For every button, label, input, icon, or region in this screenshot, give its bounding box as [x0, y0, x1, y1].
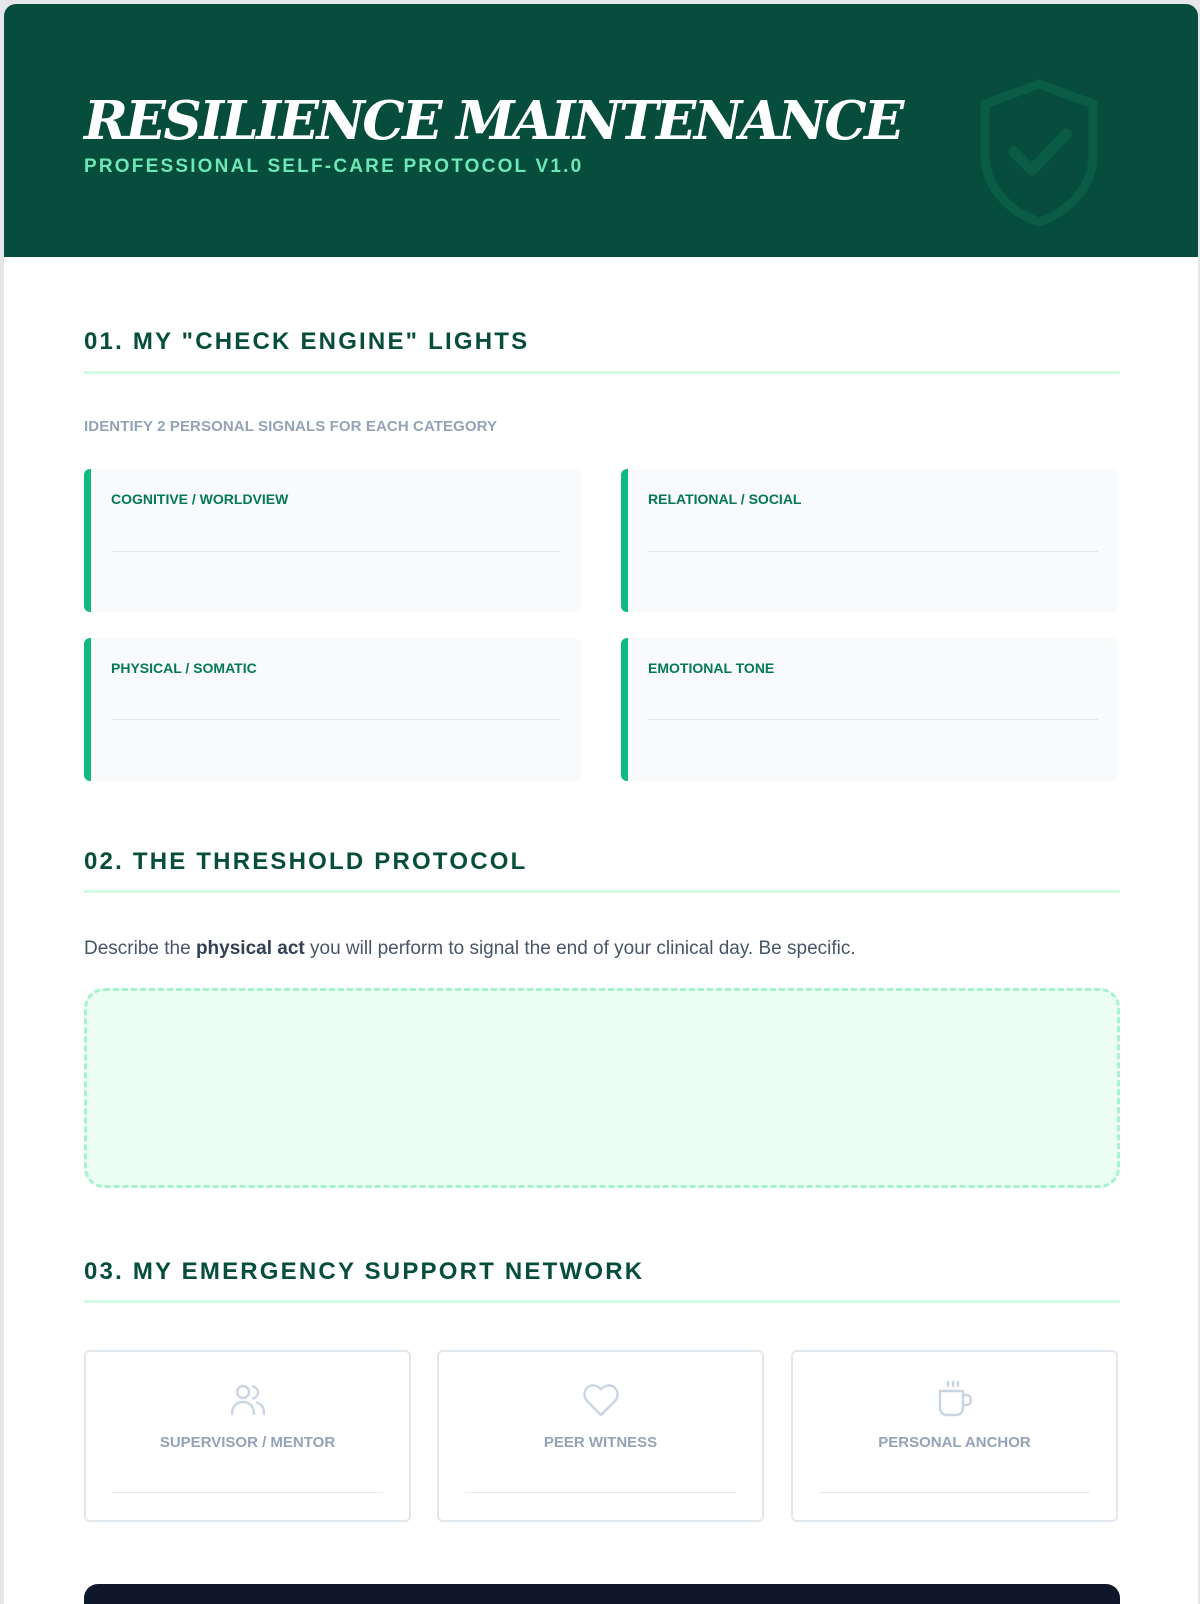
section-title-support-network: 03. MY EMERGENCY SUPPORT NETWORK [84, 1258, 645, 1285]
section-instruction: IDENTIFY 2 PERSONAL SIGNALS FOR EACH CATEGORY [84, 418, 498, 435]
page-subtitle: PROFESSIONAL SELF-CARE PROTOCOL V1.0 [84, 156, 584, 177]
threshold-answer-box[interactable] [84, 988, 1120, 1188]
support-card-label: PEER WITNESS [543, 1434, 658, 1451]
users-icon [228, 1380, 268, 1420]
support-card-peer[interactable] [437, 1350, 764, 1522]
support-card-supervisor[interactable] [84, 1350, 411, 1522]
write-line [465, 1492, 736, 1493]
support-card-label: SUPERVISOR / MENTOR [159, 1434, 336, 1451]
signal-card-label: EMOTIONAL TONE [648, 660, 775, 676]
heart-icon [581, 1380, 621, 1420]
signal-card-label: PHYSICAL / SOMATIC [111, 660, 257, 676]
write-line [112, 1492, 383, 1493]
shield-check-icon [976, 78, 1102, 228]
section-divider [84, 1300, 1120, 1303]
signal-card-label: COGNITIVE / WORLDVIEW [111, 491, 289, 507]
write-line [819, 1492, 1090, 1493]
footer-bar [84, 1584, 1120, 1604]
section-title-check-engine: 01. MY "CHECK ENGINE" LIGHTS [84, 328, 530, 355]
write-line [648, 719, 1098, 720]
support-card-label: PERSONAL ANCHOR [878, 1434, 1031, 1451]
threshold-description: Describe the physical act you will perform to signal the end of your clinical day. Be specific. [84, 938, 856, 959]
signal-card-relational[interactable] [621, 469, 1118, 612]
signal-card-label: RELATIONAL / SOCIAL [648, 491, 802, 507]
write-line [111, 719, 561, 720]
signal-card-physical[interactable] [84, 638, 581, 781]
section-title-threshold: 02. THE THRESHOLD PROTOCOL [84, 848, 528, 875]
coffee-icon [935, 1380, 975, 1420]
signal-card-emotional[interactable] [621, 638, 1118, 781]
page-title: RESILIENCE MAINTENANCE [84, 90, 902, 152]
write-line [648, 551, 1098, 552]
section-divider [84, 890, 1120, 893]
write-line [111, 551, 561, 552]
signal-card-cognitive[interactable] [84, 469, 581, 612]
support-card-anchor[interactable] [791, 1350, 1118, 1522]
header-banner [4, 4, 1198, 257]
section-divider [84, 371, 1120, 374]
worksheet-page [4, 4, 1198, 1604]
